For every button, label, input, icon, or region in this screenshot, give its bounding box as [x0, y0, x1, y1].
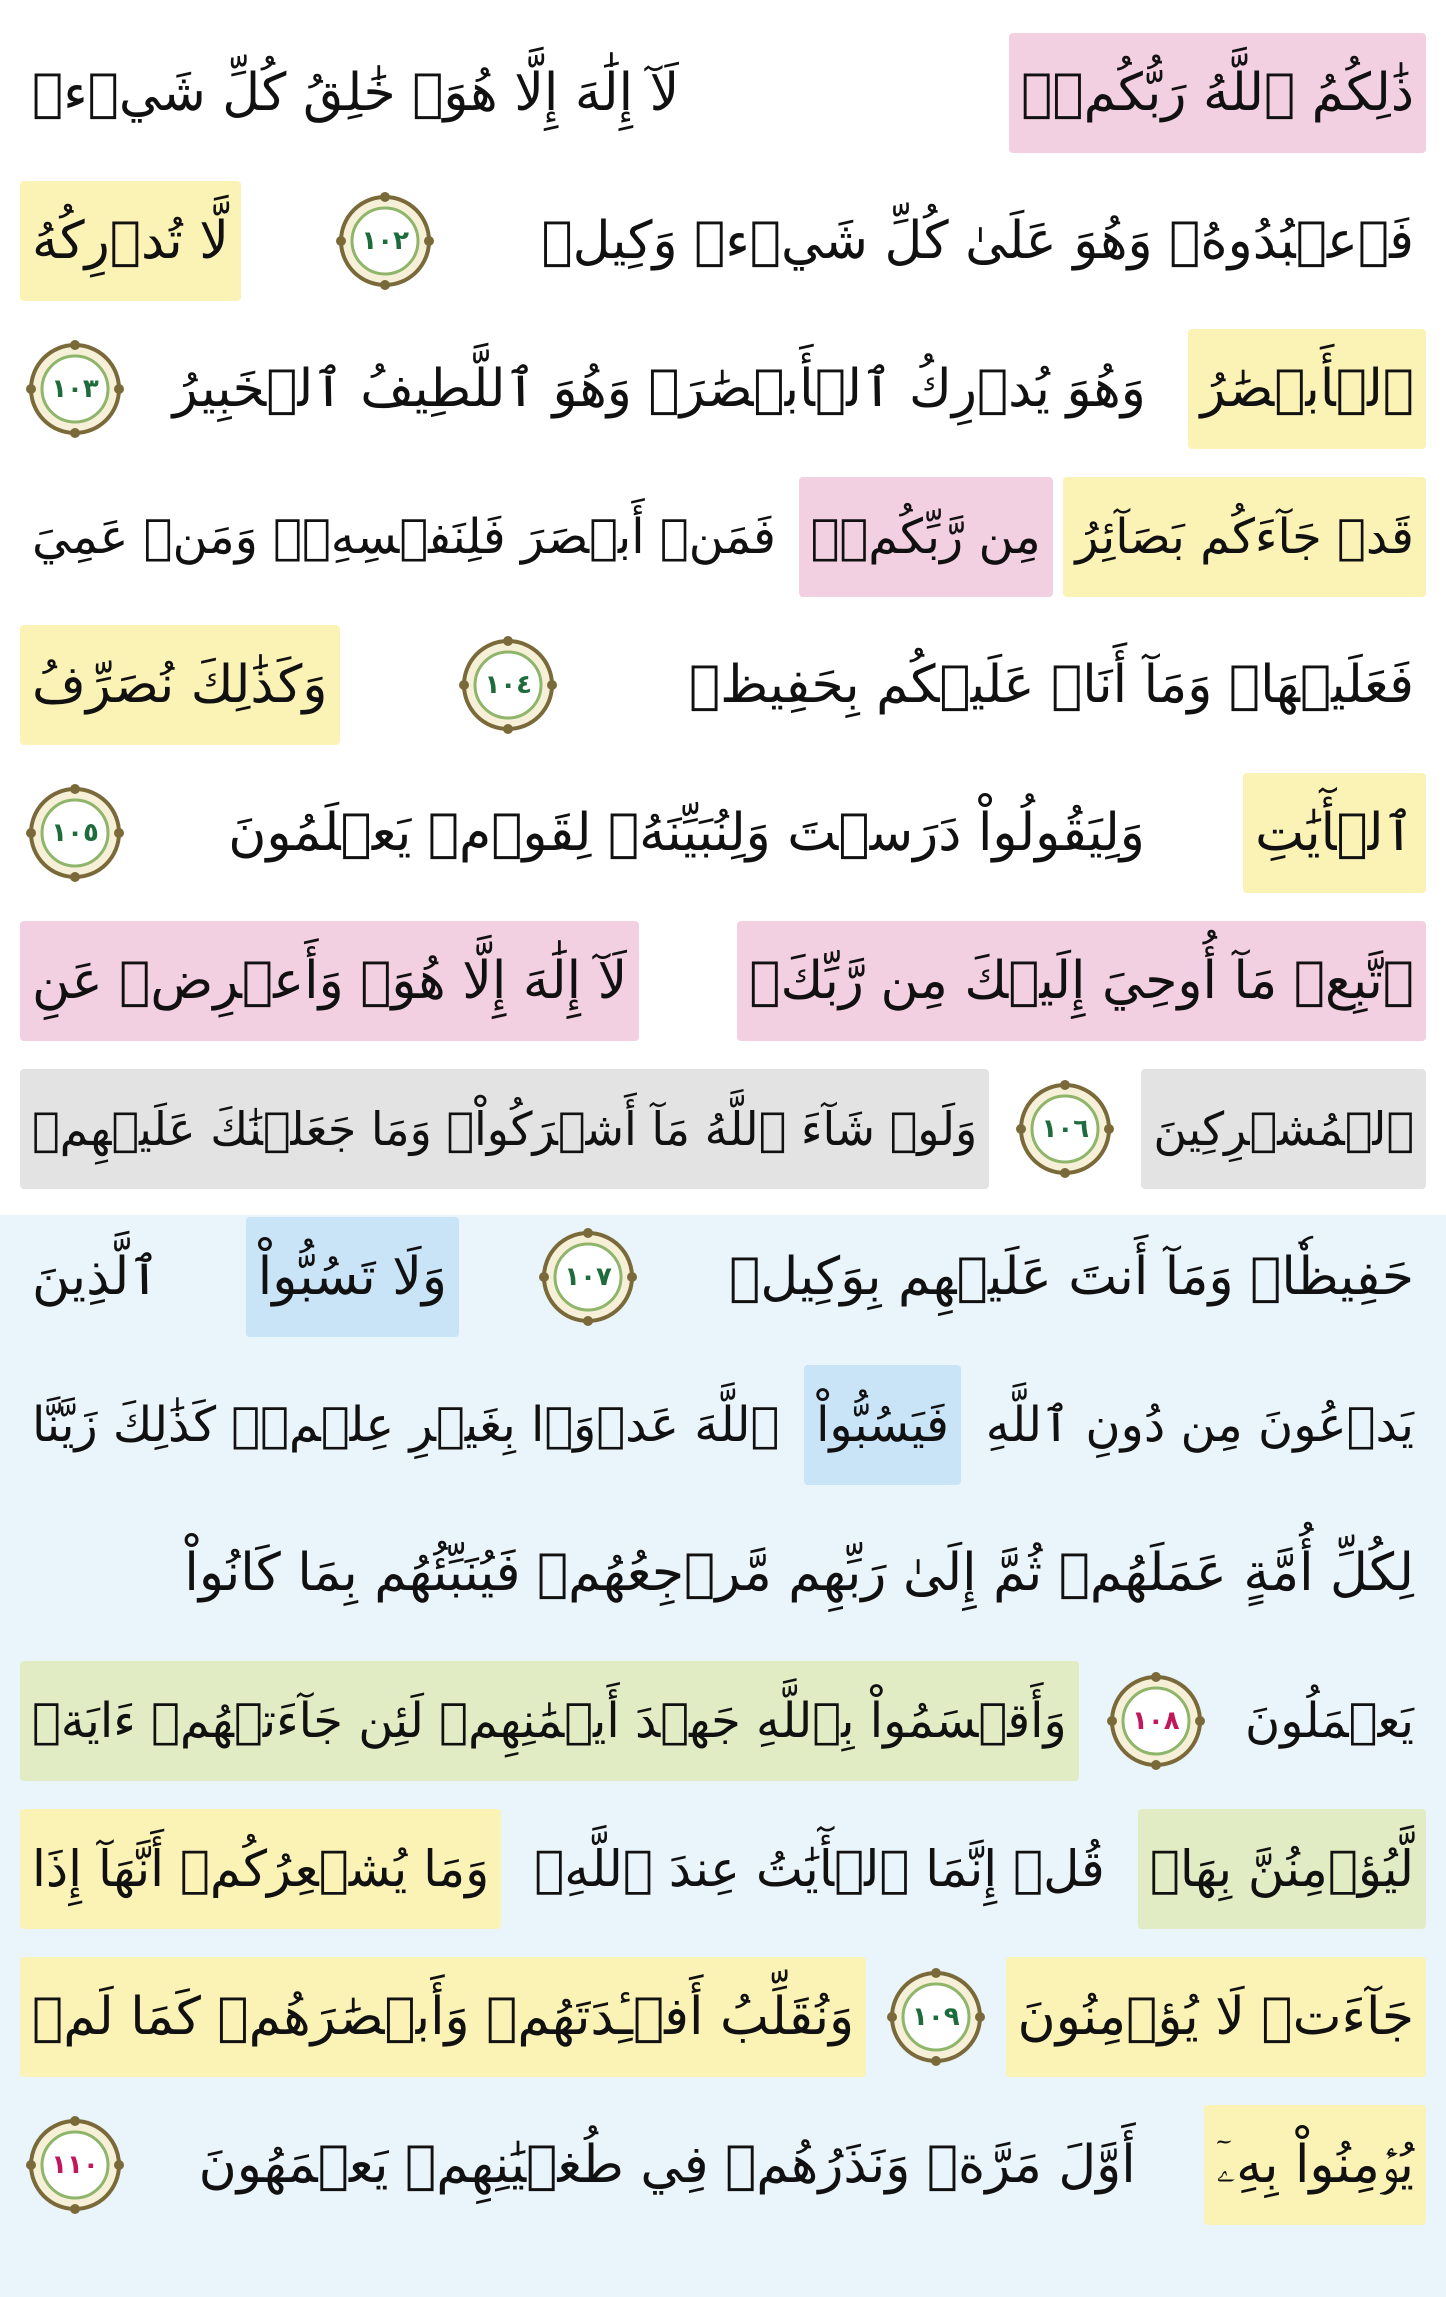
ayah-end-medallion-icon [26, 2116, 124, 2214]
text-line [20, 20, 1426, 166]
text-line [20, 1648, 1426, 1794]
highlighted-verse-text: ٱلۡأَبۡصَٰرُ [1188, 329, 1426, 449]
ayah-number: ١٠٢ [361, 226, 409, 256]
highlighted-verse-text: فَيَسُبُّواْ [804, 1365, 961, 1485]
text-line [20, 1944, 1426, 2090]
highlighted-verse-text: قَدۡ جَآءَكُم بَصَآئِرُ [1063, 477, 1426, 597]
verse-text: لَآ إِلَٰهَ إِلَّا هُوَۖ خَٰلِقُ كُلِّ شَيۡءٖ [32, 63, 680, 123]
text-line [20, 1352, 1426, 1498]
text-line [20, 1204, 1426, 1350]
verse-text: يَدۡعُونَ مِن دُونِ ٱللَّهِ [985, 1397, 1414, 1453]
ayah-number: ١٠٩ [912, 2002, 960, 2032]
text-line [20, 612, 1426, 758]
verse-text: فَٱعۡبُدُوهُۚ وَهُوَ عَلَىٰ كُلِّ شَيۡءٖ وَكِيلٞ [541, 211, 1414, 271]
ayah-number: ١٠٦ [1041, 1114, 1090, 1144]
text-line [20, 168, 1426, 314]
highlighted-verse-text: مِن رَّبِّكُمۡۖ [799, 477, 1053, 597]
ayah-end-medallion-icon [336, 192, 434, 290]
highlighted-verse-text: وَلَوۡ شَآءَ ٱللَّهُ مَآ أَشۡرَكُواْۗ وَمَا جَعَلۡنَٰكَ عَلَيۡهِمۡ [20, 1069, 989, 1189]
verse-text: لِكُلِّ أُمَّةٍ عَمَلَهُمۡ ثُمَّ إِلَىٰ رَبِّهِم مَّرۡجِعُهُمۡ فَيُنَبِّئُهُم بِمَا كَانُواْ [184, 1543, 1414, 1603]
highlighted-verse-text: ٱتَّبِعۡ مَآ أُوحِيَ إِلَيۡكَ مِن رَّبِّكَۖ [737, 921, 1426, 1041]
highlighted-verse-text: لَّيُؤۡمِنُنَّ بِهَاۚ [1138, 1809, 1426, 1929]
text-line [20, 908, 1426, 1054]
highlighted-verse-text: ٱلۡأٓيَٰتِ [1243, 773, 1426, 893]
verse-text: أَوَّلَ مَرَّةٖ وَنَذَرُهُمۡ فِي طُغۡيَٰنِهِمۡ يَعۡمَهُونَ [198, 2135, 1136, 2195]
highlighted-verse-text: يُؤۡمِنُواْ بِهِۦٓ [1204, 2105, 1426, 2225]
text-line [20, 1056, 1426, 1202]
highlighted-verse-text: لَّا تُدۡرِكُهُ [20, 181, 241, 301]
highlighted-verse-text: وَلَا تَسُبُّواْ [246, 1217, 459, 1337]
verse-text: يَعۡمَلُونَ [1244, 1693, 1414, 1749]
highlighted-verse-text: وَأَقۡسَمُواْ بِٱللَّهِ جَهۡدَ أَيۡمَٰنِهِمۡ لَئِن جَآءَتۡهُمۡ ءَايَةٞ [20, 1661, 1079, 1781]
verse-text: فَعَلَيۡهَاۚ وَمَآ أَنَا۠ عَلَيۡكُم بِحَفِيظٖ [688, 655, 1414, 715]
ayah-end-medallion-icon [26, 784, 124, 882]
ayah-end-medallion-icon [26, 340, 124, 438]
ayah-end-medallion-icon [887, 1968, 985, 2066]
verse-text: وَهُوَ يُدۡرِكُ ٱلۡأَبۡصَٰرَۖ وَهُوَ ٱللَّطِيفُ ٱلۡخَبِيرُ [172, 359, 1146, 419]
ayah-end-medallion-icon [1016, 1080, 1114, 1178]
ayah-number: ١٠٧ [564, 1262, 612, 1292]
highlighted-verse-text: جَآءَتۡ لَا يُؤۡمِنُونَ [1006, 1957, 1426, 2077]
ayah-number: ١٠٨ [1132, 1706, 1180, 1736]
quran-text-lines [20, 20, 1426, 2240]
ayah-number: ١٠٤ [484, 670, 533, 700]
highlighted-verse-text: وَنُقَلِّبُ أَفۡـِٔدَتَهُمۡ وَأَبۡصَٰرَهُمۡ كَمَا لَمۡ [20, 1957, 866, 2077]
ayah-number: ١٠٥ [51, 818, 99, 848]
highlighted-verse-text: وَمَا يُشۡعِرُكُمۡ أَنَّهَآ إِذَا [20, 1809, 501, 1929]
verse-text: وَلِيَقُولُواْ دَرَسۡتَ وَلِنُبَيِّنَهُۥ لِقَوۡمٖ يَعۡلَمُونَ [228, 803, 1145, 863]
text-line [20, 2092, 1426, 2238]
text-line [20, 316, 1426, 462]
verse-text: ٱللَّهَ عَدۡوَۢا بِغَيۡرِ عِلۡمٖۗ كَذَٰلِكَ زَيَّنَّا [32, 1397, 780, 1453]
text-line [20, 1796, 1426, 1942]
highlighted-verse-text: ٱلۡمُشۡرِكِينَ [1141, 1069, 1426, 1189]
ayah-end-medallion-icon [1107, 1672, 1205, 1770]
verse-text: فَمَنۡ أَبۡصَرَ فَلِنَفۡسِهِۦۖ وَمَنۡ عَمِيَ [32, 509, 776, 565]
text-line [20, 760, 1426, 906]
ayah-end-medallion-icon [539, 1228, 637, 1326]
highlighted-verse-text: ذَٰلِكُمُ ٱللَّهُ رَبُّكُمۡۖ [1009, 33, 1426, 153]
highlighted-verse-text: وَكَذَٰلِكَ نُصَرِّفُ [20, 625, 340, 745]
verse-text: حَفِيظٗاۖ وَمَآ أَنتَ عَلَيۡهِم بِوَكِيلٖ [729, 1247, 1414, 1307]
verse-text: قُلۡ إِنَّمَا ٱلۡأٓيَٰتُ عِندَ ٱللَّهِۖ [534, 1840, 1105, 1898]
text-line [20, 464, 1426, 610]
ayah-number: ١٠٣ [51, 374, 99, 404]
highlighted-verse-text: لَآ إِلَٰهَ إِلَّا هُوَۖ وَأَعۡرِضۡ عَنِ [20, 921, 639, 1041]
ayah-end-medallion-icon [459, 636, 557, 734]
text-line [20, 1500, 1426, 1646]
verse-text: ٱلَّذِينَ [32, 1247, 160, 1307]
ayah-number: ١١٠ [51, 2150, 99, 2180]
